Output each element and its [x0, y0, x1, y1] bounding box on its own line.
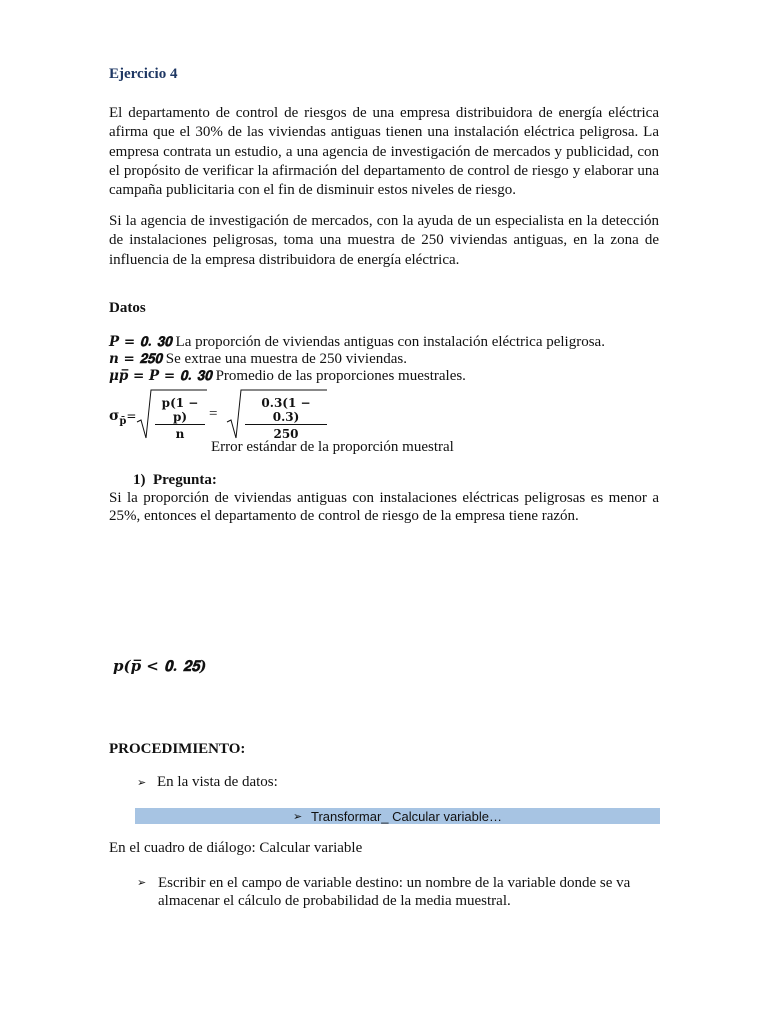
arrow-bullet-icon: ➢: [137, 876, 147, 889]
sigma-symbol: $\sigma_{p̄}=$: [109, 408, 137, 427]
fraction-general-denominator: n: [175, 427, 185, 441]
sample-paragraph: Si la agencia de investigación de mercados, con la ayuda de un especialista en la detección de instalaciones peligrosas, toma una muestra de 250 viviendas antiguas, en la zona de influencia de la empresa distribuidora de energía eléctrica.: [109, 213, 659, 268]
proportion-description: La proporción de viviendas antiguas con instalación eléctrica peligrosa.: [171, 334, 605, 350]
arrow-bullet-icon: ➢: [137, 776, 147, 789]
intro-paragraph: El departamento de control de riesgos de una empresa distribuidora de energía eléctrica afirma que el 30% de las viviendas antiguas tienen una instalación eléctrica peligrosa. La empresa contrata un estudio, a una agencia de investigación de mercados y publicidad, con el propósito de verificar la afirmación del departamento de control de riesgo y elaborar una campaña publicitaria con el fin de disminuir estos niveles de riesgo.: [109, 105, 659, 199]
question-label: Pregunta:: [153, 472, 217, 488]
mean-formula: 𝝁𝒑̅ = 𝑷 = 𝟎. 𝟑𝟎: [109, 368, 212, 384]
exercise-title: Ejercicio 4: [109, 66, 178, 82]
fraction-general: [155, 396, 205, 441]
datos-heading: Datos: [109, 300, 146, 316]
sample-size-formula: 𝒏 = 𝟐𝟓𝟎: [109, 351, 163, 367]
arrow-bullet-icon: ➢: [293, 809, 303, 823]
datos-line-mean: [109, 368, 466, 385]
proportion-formula: 𝑷 = 𝟎. 𝟑𝟎: [109, 334, 172, 350]
question-heading: [133, 472, 217, 489]
bullet-target-variable-text: Escribir en el campo de variable destino: un nombre de la variable donde se va almacenar el cálculo de probabilidad de la media muestral.: [158, 875, 631, 909]
mean-description: Promedio de las proporciones muestrales.: [211, 368, 466, 384]
procedure-heading: PROCEDIMIENTO:: [109, 741, 246, 757]
sigma-subscript: p̄: [119, 415, 127, 427]
dialog-instruction: En el cuadro de diálogo: Calcular variable: [109, 840, 363, 856]
menu-path-band: [135, 808, 660, 824]
bullet-data-view: [137, 774, 278, 791]
bullet-target-variable: [137, 874, 660, 910]
fraction-numeric: [245, 396, 327, 441]
question-text: Si la proporción de viviendas antiguas con instalaciones eléctricas peligrosas es menor a 25%, entonces el departamento de control de riesgo de la empresa tiene razón.: [109, 490, 659, 524]
datos-line-sample-size: [109, 351, 407, 368]
fraction-numeric-numerator: 0.3(1 − 0.3): [245, 396, 327, 425]
standard-error-caption: Error estándar de la proporción muestral: [211, 439, 454, 455]
question-number: 1): [133, 472, 146, 488]
probability-expression: 𝒑(𝒑̅ < 𝟎. 𝟐𝟓): [113, 657, 207, 675]
fraction-numeric-denominator: 250: [273, 427, 299, 441]
fraction-general-numerator: p(1 − p): [155, 396, 205, 425]
sample-size-description: Se extrae una muestra de 250 viviendas.: [162, 351, 407, 367]
menu-path-text: Transformar_ Calcular variable…: [311, 808, 502, 824]
datos-line-proportion: [109, 334, 605, 351]
equals-sign: =: [209, 406, 218, 422]
bullet-data-view-text: En la vista de datos:: [157, 774, 278, 790]
